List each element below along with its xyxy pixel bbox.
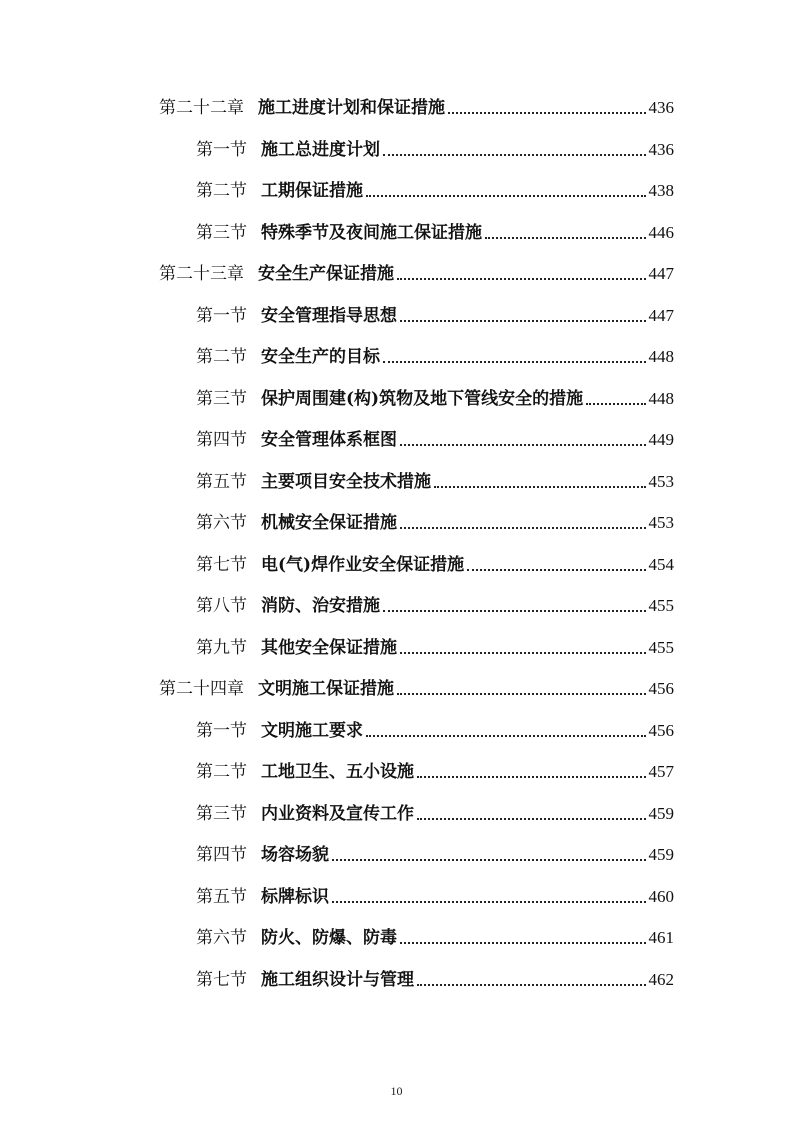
toc-page-number: 436 — [648, 98, 674, 117]
toc-title: 安全生产的目标 — [261, 347, 380, 367]
dot-leader — [366, 192, 646, 197]
toc-title: 保护周围建(构)筑物及地下管线安全的措施 — [261, 388, 584, 409]
toc-entry[interactable] — [159, 255, 674, 285]
dot-leader — [417, 815, 646, 820]
toc-page-number: 456 — [648, 679, 674, 698]
toc-entry[interactable] — [196, 504, 674, 534]
toc-label: 第三节 — [196, 222, 247, 243]
toc-entry[interactable] — [196, 172, 674, 202]
toc-entry[interactable] — [159, 670, 674, 700]
dot-leader — [485, 234, 646, 239]
toc-entry[interactable] — [196, 753, 674, 783]
toc-title: 主要项目安全技术措施 — [261, 471, 431, 492]
toc-entry[interactable] — [196, 214, 674, 244]
toc-title: 施工总进度计划 — [261, 139, 380, 160]
toc-entry[interactable] — [196, 919, 674, 949]
toc-title: 防火、防爆、防毒 — [261, 928, 397, 948]
toc-title: 场容场貌 — [261, 845, 329, 865]
dot-leader — [417, 981, 646, 986]
dot-leader — [332, 856, 646, 861]
toc-title: 安全管理体系框图 — [261, 430, 397, 450]
toc-title: 其他安全保证措施 — [261, 637, 397, 658]
toc-title: 施工组织设计与管理 — [261, 969, 414, 990]
toc-page-number: 446 — [648, 222, 674, 242]
toc-page-number: 457 — [648, 762, 674, 781]
toc-page-number: 460 — [648, 886, 674, 906]
toc-page-number: 449 — [648, 430, 674, 449]
dot-leader — [397, 690, 646, 695]
toc-title: 文明施工要求 — [261, 720, 363, 741]
dot-leader — [332, 898, 646, 903]
toc-label: 第四节 — [196, 845, 247, 865]
toc-entry[interactable] — [196, 546, 674, 576]
toc-page-number: 453 — [648, 513, 674, 532]
toc-title: 工期保证措施 — [261, 181, 363, 201]
toc-page-number: 455 — [648, 596, 674, 615]
dot-leader — [448, 109, 646, 114]
toc-label: 第一节 — [196, 305, 247, 326]
toc-label: 第七节 — [196, 554, 247, 575]
toc-page-number: 453 — [648, 471, 674, 491]
toc-label: 第一节 — [196, 139, 247, 160]
toc-label: 第二节 — [196, 181, 247, 201]
toc-label: 第三节 — [196, 388, 247, 409]
toc-label: 第六节 — [196, 928, 247, 948]
toc-label: 第四节 — [196, 430, 247, 450]
toc-label: 第七节 — [196, 969, 247, 990]
dot-leader — [383, 151, 646, 156]
toc-page-number: 438 — [648, 181, 674, 200]
dot-leader — [366, 732, 646, 737]
toc-entry[interactable] — [196, 380, 674, 410]
toc-title: 机械安全保证措施 — [261, 513, 397, 533]
toc-entry[interactable] — [196, 836, 674, 866]
toc-page-number: 454 — [648, 554, 674, 574]
toc-page-number: 459 — [648, 803, 674, 823]
dot-leader — [400, 939, 646, 944]
toc-page-number: 459 — [648, 845, 674, 864]
toc-title: 文明施工保证措施 — [258, 679, 394, 699]
toc-entry[interactable] — [196, 338, 674, 368]
dot-leader — [417, 773, 646, 778]
dot-leader — [400, 649, 646, 654]
toc-label: 第六节 — [196, 513, 247, 533]
toc-page-number: 455 — [648, 637, 674, 657]
toc-entry[interactable] — [159, 89, 674, 119]
toc-title: 施工进度计划和保证措施 — [258, 98, 445, 118]
toc-page-number: 447 — [648, 305, 674, 325]
toc-page-number: 462 — [648, 969, 674, 989]
dot-leader — [467, 566, 645, 571]
toc-label: 第五节 — [196, 886, 247, 907]
toc-entry[interactable] — [196, 421, 674, 451]
toc-entry[interactable] — [196, 297, 674, 327]
toc-title: 特殊季节及夜间施工保证措施 — [261, 222, 482, 243]
toc-page-number: 448 — [648, 388, 674, 408]
toc-page-number: 448 — [648, 347, 674, 366]
toc-label: 第二十二章 — [159, 98, 244, 118]
dot-leader — [434, 483, 646, 488]
toc-title: 工地卫生、五小设施 — [261, 762, 414, 782]
toc-title: 消防、治安措施 — [261, 596, 380, 616]
dot-leader — [400, 524, 646, 529]
toc-label: 第二节 — [196, 762, 247, 782]
toc-page-number: 461 — [648, 928, 674, 947]
toc-page-number: 447 — [648, 264, 674, 283]
page-number-footer: 10 — [390, 1084, 403, 1098]
toc-label: 第五节 — [196, 471, 247, 492]
dot-leader — [400, 441, 646, 446]
dot-leader — [383, 607, 646, 612]
toc-page-number: 436 — [648, 139, 674, 159]
dot-leader — [383, 358, 646, 363]
toc-entry[interactable] — [196, 463, 674, 493]
dot-leader — [397, 275, 646, 280]
toc-title: 安全生产保证措施 — [258, 264, 394, 284]
toc-label: 第三节 — [196, 803, 247, 824]
toc-title: 安全管理指导思想 — [261, 305, 397, 326]
toc-entry[interactable] — [196, 878, 674, 908]
dot-leader — [586, 400, 645, 405]
toc-entry[interactable] — [196, 795, 674, 825]
toc-label: 第二节 — [196, 347, 247, 367]
toc-entry[interactable] — [196, 587, 674, 617]
toc-label: 第一节 — [196, 720, 247, 741]
toc-entry[interactable] — [196, 629, 674, 659]
toc-label: 第九节 — [196, 637, 247, 658]
toc-title: 内业资料及宣传工作 — [261, 803, 414, 824]
toc-label: 第二十三章 — [159, 264, 244, 284]
toc-entry[interactable] — [196, 131, 674, 161]
toc-title: 电(气)焊作业安全保证措施 — [261, 554, 465, 575]
toc-title: 标牌标识 — [261, 886, 329, 907]
toc-entry[interactable] — [196, 712, 674, 742]
toc-label: 第八节 — [196, 596, 247, 616]
toc-page-number: 456 — [648, 720, 674, 740]
toc-label: 第二十四章 — [159, 679, 244, 699]
toc-entry[interactable] — [196, 961, 674, 991]
dot-leader — [400, 317, 646, 322]
